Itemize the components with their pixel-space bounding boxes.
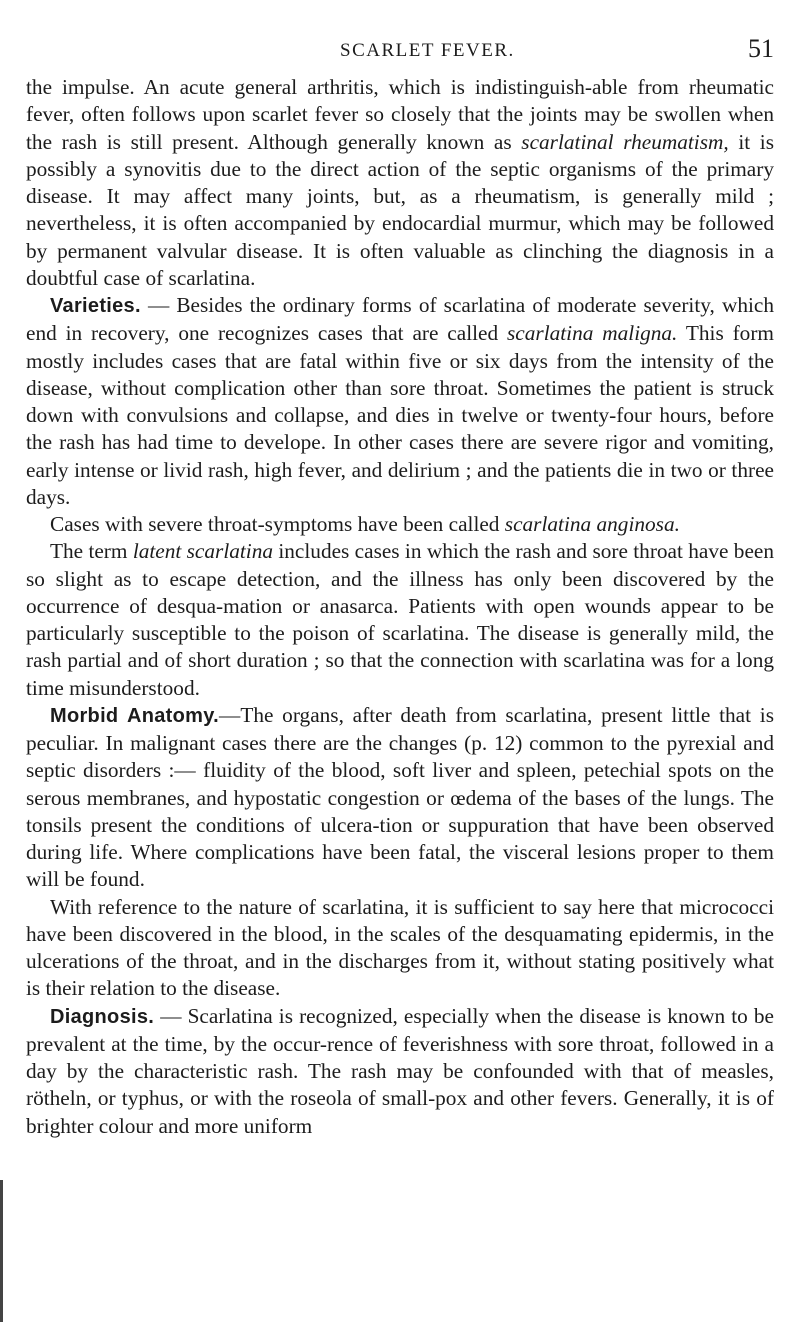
text-run: With reference to the nature of scarlatina, it is sufficient to say here that micrococci have been discovered in the blood, in the scales of the desquamating epidermis, in the ulcerations of the throat, and in the discharges from it, without stating positively what is their relation to the disease. [26, 894, 774, 1001]
italic-term: latent scarlatina [132, 539, 274, 564]
text-run: — Scarlatina is recognized, especially when the disease is known to be prevalent at the time, by the occur-rence of feverishness with sore throat, followed in a day by the characteristic rash. The rash may be confounded with that of measles, rötheln, or typhus, or with the roseola of small-pox and other fevers. Generally, it is of brighter colour and more uniform [26, 1003, 774, 1138]
text-run: the impulse. An acute general arthritis, which is indistinguish-able from rheumatic fever, often follows upon scarlet fever so closely that the joints may be swollen when the rash is still present. Although generally known as [26, 75, 774, 154]
paragraph-varieties [26, 292, 774, 511]
paragraph-morbid-anatomy [26, 702, 774, 894]
paragraph-micrococci [26, 894, 774, 1003]
section-heading: Diagnosis. [50, 1005, 155, 1028]
page-number: 51 [748, 34, 774, 63]
section-heading: Morbid Anatomy. [50, 704, 220, 727]
text-run: This form mostly includes cases that are fatal within five or six days from the intensity of the disease, without complication other than sore throat. Sometimes the patient is struck down with convulsions and collapse, and dies in twelve or twenty-four hours, before the rash has had time to develope. In other cases there are severe rigor and vomiting, early intense or livid rash, high fever, and delirium ; and the patients die in two or three days. [26, 321, 774, 509]
italic-term: scarlatinal rheumatism, [521, 129, 729, 154]
margin-binding-mark [0, 1180, 3, 1322]
text-run: — Besides the ordinary forms of scarlatina of moderate severity, which end in recovery, one recognizes cases that are called [26, 293, 774, 346]
paragraph-anginosa [26, 511, 774, 538]
paragraph-rheumatism [26, 74, 774, 292]
text-run: Cases with severe throat-symptoms have been called [50, 512, 505, 536]
italic-term: scarlatina maligna. [507, 321, 678, 346]
running-head [0, 30, 801, 70]
text-run: includes cases in which the rash and sore throat have been so slight as to escape detection, and the illness has only been discovered by the occurrence of desqua-mation or anasarca. Patients with open wounds appear to be particularly susceptible to the poison of scarlatina. The disease is generally mild, the rash partial and of short duration ; so that the connection with scarlatina was for a long time misunderstood. [26, 539, 774, 700]
body-text [26, 74, 774, 1140]
italic-term: scarlatina anginosa. [504, 512, 680, 536]
text-run: —The organs, after death from scarlatina, present little that is peculiar. In malignant cases there are the changes (p. 12) common to the pyrexial and septic disorders :— fluidity of the blood, soft liver and spleen, petechial spots on the serous membranes, and hypostatic congestion or œdema of the bases of the lungs. The tonsils present the conditions of ulcera-tion or suppuration that have been observed during life. Where complications have been fatal, the visceral lesions proper to them will be found. [26, 702, 774, 892]
paragraph-diagnosis [26, 1003, 774, 1140]
text-run: The term [50, 539, 133, 564]
text-run: it is possibly a synovitis due to the direct action of the septic organisms of the primary disease. It may affect many joints, but, as a rheumatism, is generally mild ; nevertheless, it is often accompanied by endocardial murmur, which may be followed by permanent valvular disease. It is often valuable as clinching the diagnosis in a doubtful case of scarlatina. [26, 129, 774, 290]
running-title: SCARLET FEVER. [340, 40, 515, 61]
paragraph-latent-scarlatina [26, 538, 774, 702]
section-heading: Varieties. [50, 295, 141, 317]
